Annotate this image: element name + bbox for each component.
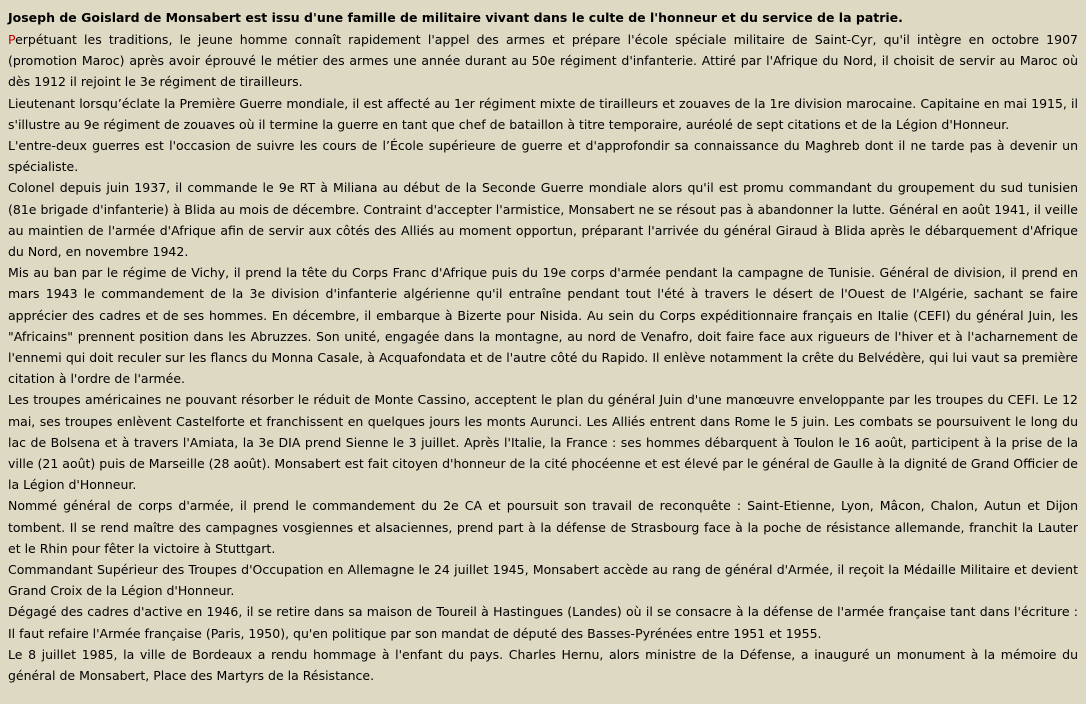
paragraph-interwar: L'entre-deux guerres est l'occasion de suivre les cours de l’École supérieure de guerre et d'approfondir sa connaissance du Maghreb dont il ne tarde pas à devenir un spécialiste.: [8, 138, 1078, 175]
paragraph-intro: [8, 29, 1078, 93]
paragraph-tunisia-italy: Mis au ban par le régime de Vichy, il prend la tête du Corps Franc d'Afrique puis du 19e corps d'armée pendant la campagne de Tunisie. Général de division, il prend en mars 1943 le commandement de la 3e division d'infanterie algérienne qu'il entraîne pendant tout l'été à travers le désert de l'Ouest de l'Algérie, sachant se faire apprécier des cadres et de ses hommes. En décembre, il embarque à Bizerte pour Nisida. Au sein du Corps expéditionnaire français en Italie (CEFI) du général Juin, les "Africains" prennent position dans les Abruzzes. Son unité, engagée dans la montagne, au nord de Venafro, doit faire face aux rigueurs de l'hiver et à l'acharnement de l'ennemi qui doit reculer sur les flancs du Monna Casale, à Acquafondata et de l'autre côté du Rapido. Il enlève notamment la crête du Belvédère, qui lui vaut sa première citation à l'ordre de l'armée.: [8, 265, 1078, 387]
paragraph-occupation-germany: Commandant Supérieur des Troupes d'Occupation en Allemagne le 24 juillet 1945, Monsabert accède au rang de général d'Armée, il reçoit la Médaille Militaire et devient Grand Croix de la Légion d'Honneur.: [8, 562, 1078, 599]
paragraph-monte-cassino-liberation: Les troupes américaines ne pouvant résorber le réduit de Monte Cassino, acceptent le plan du général Juin d'une manœuvre enveloppante par les troupes du CEFI. Le 12 mai, ses troupes enlèvent Castelforte et franchissent en quelques jours les monts Aurunci. Les Alliés entrent dans Rome le 5 juin. Les combats se poursuivent le long du lac de Bolsena et à travers l'Amiata, la 3e DIA prend Sienne le 3 juillet. Après l'Italie, la France : ses hommes débarquent à Toulon le 16 août, participent à la prise de la ville (21 août) puis de Marseille (28 août). Monsabert est fait citoyen d'honneur de la cité phocéenne et est élevé par le général de Gaulle à la dignité de Grand Officier de la Légion d'Honneur.: [8, 392, 1078, 493]
paragraph-tribute: Le 8 juillet 1985, la ville de Bordeaux a rendu hommage à l'enfant du pays. Charles Hernu, alors ministre de la Défense, a inauguré un monument à la mémoire du général de Monsabert, Place des Martyrs de la Résistance.: [8, 646, 1078, 684]
paragraph-retirement: Dégagé des cadres d'active en 1946, il se retire dans sa maison de Toureil à Hastingues (Landes) où il se consacre à la défense de l'armée française tant dans l'écriture : Il faut refaire l'Armée française (Paris, 1950), qu'en politique par son mandat de député des Basses-Pyrénées entre 1951 et 1955.: [8, 604, 1078, 641]
paragraph-corps-commander: Nommé général de corps d'armée, il prend le commandement du 2e CA et poursuit son travail de reconquête : Saint-Etienne, Lyon, Mâcon, Chalon, Autun et Dijon tombent. Il se rend maître des campagnes vosgiennes et alsaciennes, prend part à la défense de Strasbourg face à la poche de résistance allemande, franchit la Lauter et le Rhin pour fêter la victoire à Stuttgart.: [8, 498, 1078, 556]
drop-cap-letter: P: [8, 32, 16, 47]
paragraph-second-world-war-start: Colonel depuis juin 1937, il commande le 9e RT à Miliana au début de la Seconde Guerre mondiale alors qu'il est promu commandant du groupement du sud tunisien (81e brigade d'infanterie) à Blida au mois de décembre. Contraint d'accepter l'armistice, Monsabert ne se résout pas à abandonner la lutte. Général en août 1941, il veille au maintien de l'armée d'Afrique afin de servir aux côtés des Alliés au moment opportun, préparant l'arrivée du général Giraud à Blida après le débarquement d'Afrique du Nord, en novembre 1942.: [8, 180, 1078, 260]
paragraph-intro-text: erpétuant les traditions, le jeune homme connaît rapidement l'appel des armes et prépare l'école spéciale militaire de Saint-Cyr, qu'il intègre en octobre 1907 (promotion Maroc) après avoir éprouvé le métier des armes une année durant au 50e régiment d'infanterie. Attiré par l'Afrique du Nord, il choisit de servir au Maroc où dès 1912 il rejoint le 3e régiment de tirailleurs.: [8, 32, 1078, 90]
document-title: Joseph de Goislard de Monsabert est issu d'une famille de militaire vivant dans le culte de l'honneur et du service de la patrie.: [8, 10, 903, 25]
paragraph-first-world-war: Lieutenant lorsqu’éclate la Première Guerre mondiale, il est affecté au 1er régiment mixte de tirailleurs et zouaves de la 1re division marocaine. Capitaine en mai 1915, il s'illustre au 9e régiment de zouaves où il termine la guerre en tant que chef de bataillon à titre temporaire, auréolé de sept citations et de la Légion d'Honneur.: [8, 95, 1078, 132]
